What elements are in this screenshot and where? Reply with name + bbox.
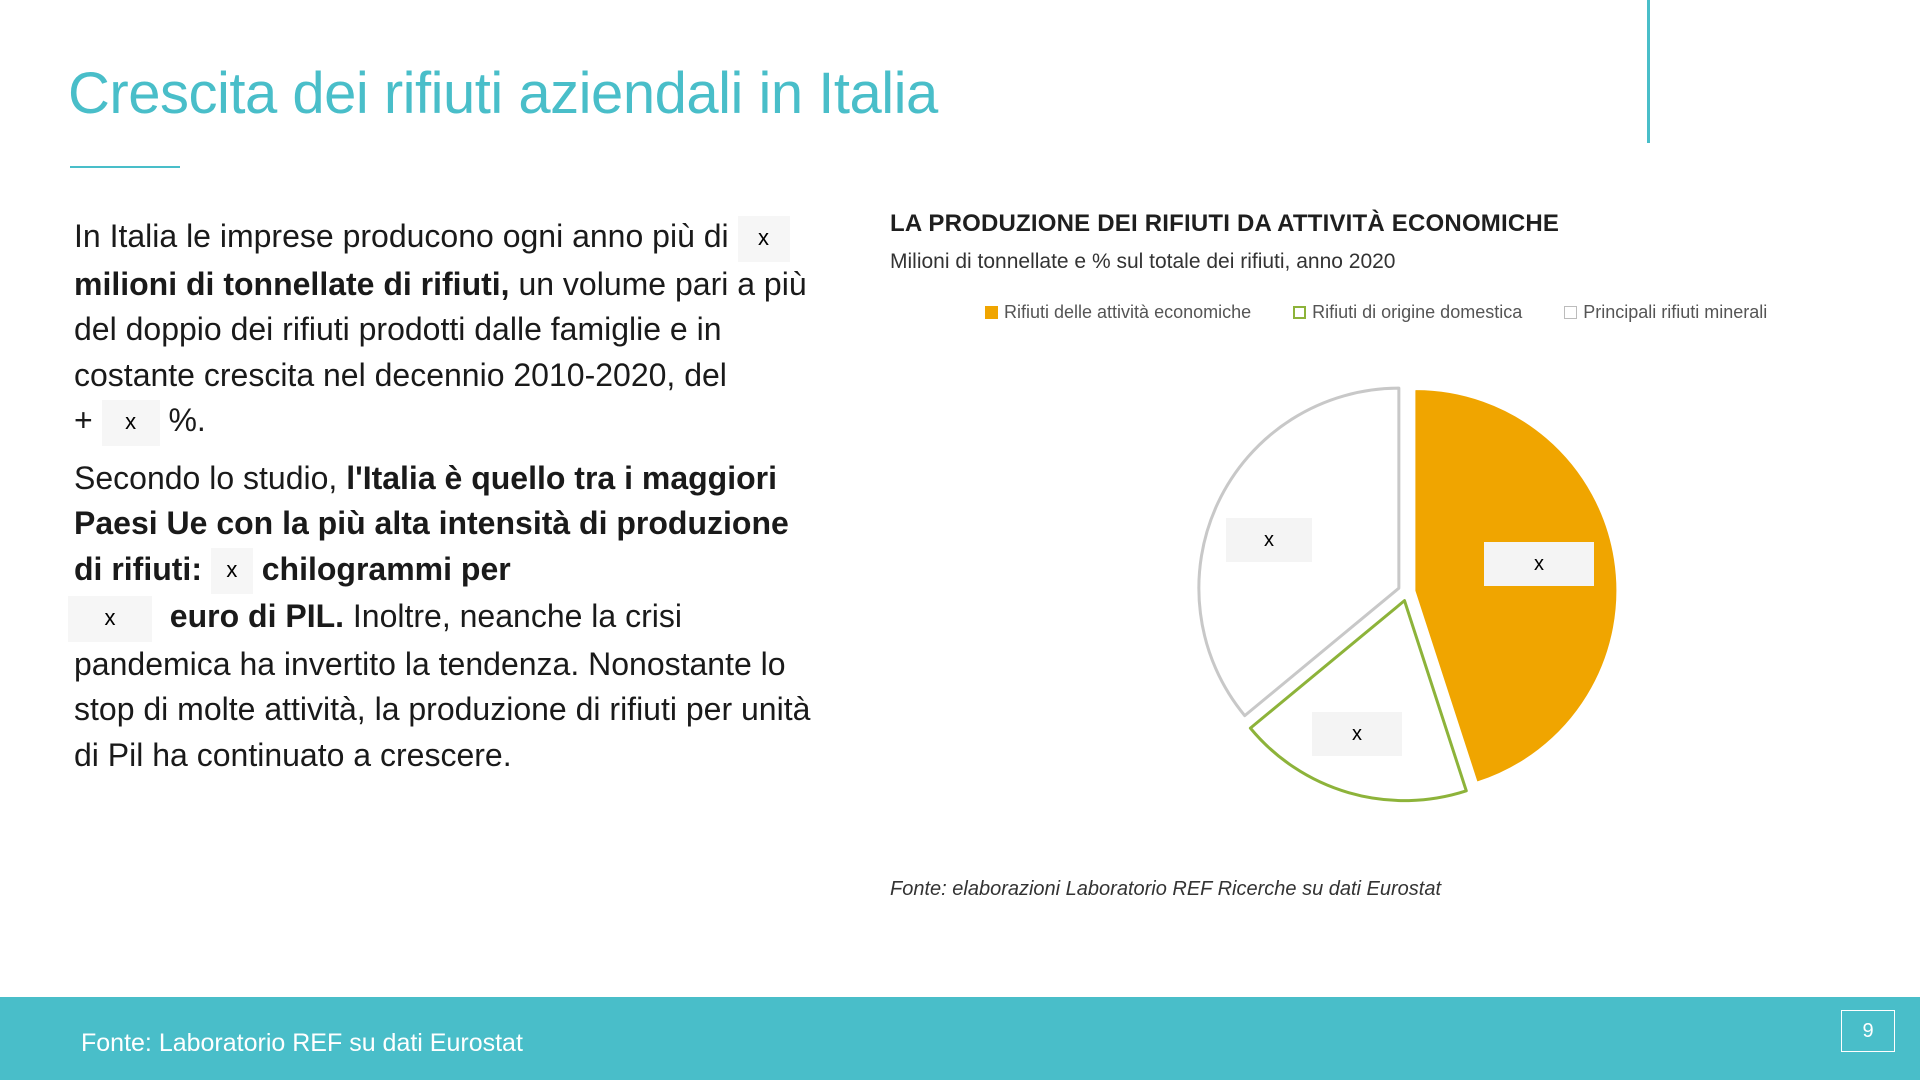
p1-text-a: In Italia le imprese producono ogni anno più di [74, 218, 738, 254]
legend-swatch-domestic [1293, 306, 1306, 319]
data-label-domestic: x [1312, 712, 1402, 756]
p1-percent: %. [168, 402, 206, 439]
body-text [74, 214, 814, 788]
placeholder-box: x [738, 216, 790, 262]
legend-item-mineral [1564, 302, 1767, 323]
title-underline [70, 166, 180, 168]
chart-legend [985, 302, 1767, 323]
p2-text-a: Secondo lo studio, [74, 459, 347, 496]
legend-label-mineral: Principali rifiuti minerali [1583, 302, 1768, 322]
p2-bold-pil: euro di PIL. [169, 598, 345, 635]
legend-swatch-mineral [1564, 306, 1577, 319]
placeholder-box: x [68, 596, 152, 642]
p1-plus: + [74, 402, 93, 439]
p2-bold-text: l'Italia è quello tra i maggiori Paesi Ue con la più alta intensità di produzione di rifiuti: [74, 459, 789, 587]
chart-title: LA PRODUZIONE DEI RIFIUTI DA ATTIVITÀ ECONOMICHE [890, 210, 1560, 237]
p1-bold-text: milioni di tonnellate di rifiuti, [74, 265, 510, 302]
paragraph-2 [74, 456, 814, 779]
paragraph-1 [74, 214, 814, 446]
legend-swatch-economic [985, 306, 998, 319]
footer-source: Fonte: Laboratorio REF su dati Eurostat [81, 1029, 523, 1057]
chart-subtitle: Milioni di tonnellate e % sul totale dei rifiuti, anno 2020 [890, 250, 1396, 273]
legend-item-domestic [1293, 302, 1522, 323]
placeholder-box: x [211, 548, 253, 594]
page-number: 9 [1841, 1010, 1895, 1052]
chart-source: Fonte: elaborazioni Laboratorio REF Ricerche su dati Eurostat [890, 878, 1442, 900]
placeholder-box: x [102, 400, 160, 446]
footer-bar [0, 997, 1920, 1080]
legend-label-economic: Rifiuti delle attività economiche [1004, 302, 1252, 322]
p2-text-e: Inoltre, neanche la crisi pandemica ha invertito la tendenza. Nonostante lo stop di molte attività, la produzione di rifiuti per unità di Pil ha continuato a crescere. [74, 598, 811, 773]
legend-label-domestic: Rifiuti di origine domestica [1312, 302, 1523, 322]
data-label-mineral: x [1226, 518, 1312, 562]
p2-bold-kg: chilogrammi per [261, 550, 511, 587]
legend-item-economic [985, 302, 1251, 323]
slide-title: Crescita dei rifiuti aziendali in Italia [68, 61, 938, 126]
corner-divider [1647, 0, 1650, 143]
p1-text-c: un volume pari a più del doppio dei rifiuti prodotti dalle famiglie e in costante crescita nel decennio 2010-2020, del [74, 265, 807, 393]
data-label-economic: x [1484, 542, 1594, 586]
